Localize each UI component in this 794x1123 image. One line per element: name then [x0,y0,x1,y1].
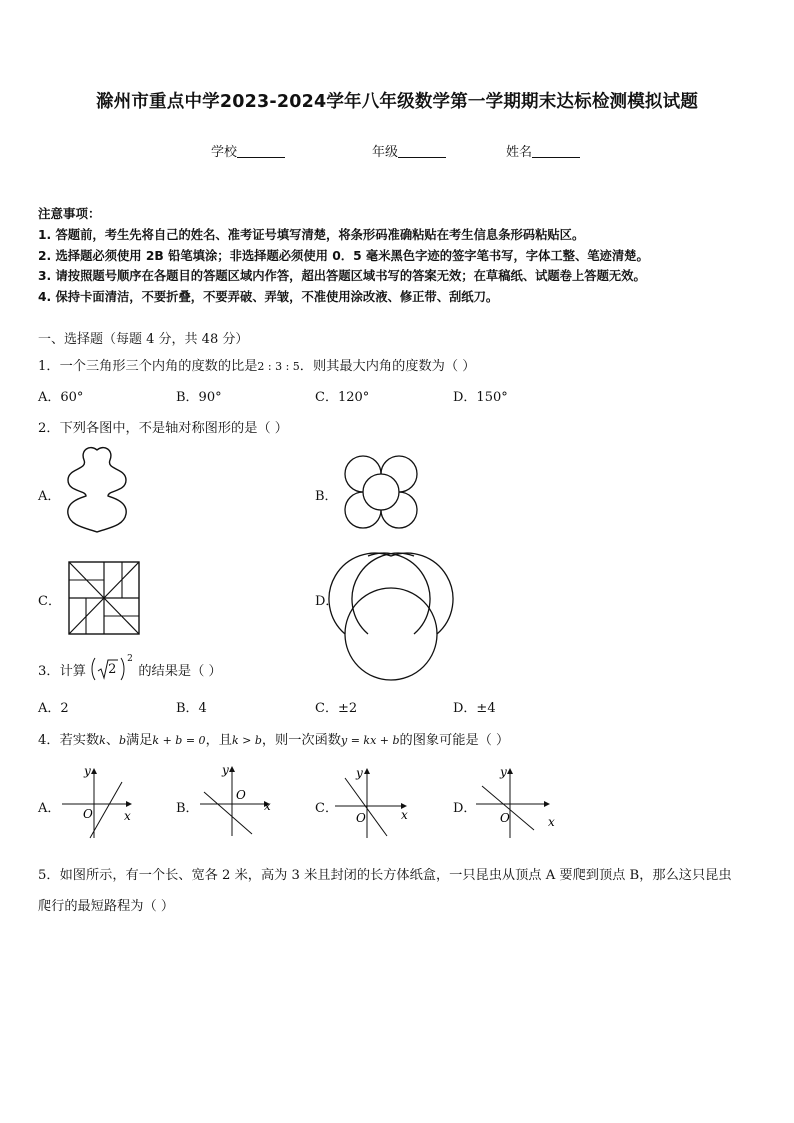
q1-prefix: 1．一个三角形三个内角的度数的比是 [38,359,258,374]
grade-field [372,141,446,160]
school-field [211,141,285,160]
q3-option-c: C．±2 [315,701,358,716]
q4-text: ，且 [205,733,232,748]
q2-label-d: D． [315,594,339,609]
q2-figure-d [343,554,439,640]
grade-label: 年级 [372,145,399,160]
q4-text: 满足 [126,733,153,748]
q1-option-d: D．150° [453,390,508,405]
school-label: 学校 [211,145,238,160]
q4-label-d: D． [453,801,477,816]
q2-label-b: B． [315,489,338,504]
q4-graph-c [333,764,413,840]
school-blank [237,144,285,158]
q4-graph-a [60,764,140,840]
note-item: 1. 答题前，考生先将自己的姓名、准考证号填写清楚，将条形码准确粘贴在考生信息条形码粘贴区。 [38,228,585,242]
q1-option-c: C．120° [315,390,370,405]
y-axis-label: y [356,766,363,780]
x-axis-label: x [264,799,271,813]
q3-suffix: 的结果是（ ） [138,664,222,679]
note-item: 2. 选择题必须使用 2B 铅笔填涂；非选择题必须使用 0．5 毫米黑色字迹的签字笔书写，字体工整、笔迹清楚。 [38,249,649,263]
q4-text: 4．若实数 [38,733,100,748]
y-axis-label: y [222,763,229,777]
question-1-stem [38,355,475,374]
x-axis-label: x [401,808,408,822]
grade-blank [398,144,446,158]
q4-text: ，则一次函数 [261,733,341,748]
q4-var-b: b [119,734,127,747]
x-axis-label: x [124,809,131,823]
note-item: 4. 保持卡面清洁，不要折叠，不要弄破、弄皱，不准使用涂改液、修正带、刮纸刀。 [38,290,499,304]
q2-figure-a [64,446,130,534]
q4-label-a: A． [38,801,61,816]
q3-option-a: A．2 [38,701,69,716]
q2-figure-c [68,561,140,635]
q2-figure-b [339,452,423,532]
question-5-stem-line-2: 爬行的最短路程为（ ） [38,899,175,914]
origin-label: O [83,807,93,821]
question-3-stem [38,654,222,679]
q4-sep: 、 [105,733,119,748]
q3-radicand: 2 [108,662,117,677]
name-blank [532,144,580,158]
q4-text: 的图象可能是（ ） [399,733,510,748]
q2-label-c: C． [38,594,61,609]
question-4-stem [38,729,509,748]
q4-function: y = kx + b [340,734,400,747]
name-label: 姓名 [506,145,533,160]
q3-exponent: 2 [127,654,133,664]
q4-label-b: B． [176,801,199,816]
q1-ratio: 2 : 3 : 5 [257,360,300,373]
notes-heading: 注意事项： [38,206,101,221]
q4-cond-2: k > b [231,734,262,747]
origin-label: O [236,788,246,802]
note-item: 3. 请按照题号顺序在各题目的答题区域内作答，超出答题区域书写的答案无效；在草稿纸、试题卷上答题无效。 [38,269,646,283]
x-axis-label: x [548,815,555,829]
y-axis-label: y [500,765,507,779]
q4-graph-d [474,764,558,840]
q4-graph-b [198,762,278,838]
q4-label-c: C． [315,801,338,816]
question-5-stem-line-1: 5．如图所示，有一个长、宽各 2 米，高为 3 米且封闭的长方体纸盒，一只昆虫从顶点 A 要爬到顶点 B，那么这只昆虫 [38,868,732,883]
question-2-stem: 2．下列各图中，不是轴对称图形的是（ ） [38,421,288,436]
q4-var-k: k [99,734,106,747]
q2-label-a: A． [38,489,61,504]
q3-option-d: D．±4 [453,701,496,716]
q4-cond-1: k + b = 0 [152,734,206,747]
origin-label: O [500,811,510,825]
y-axis-label: y [84,764,91,778]
page-title: 滁州市重点中学2023-2024学年八年级数学第一学期期末达标检测模拟试题 [95,92,699,112]
q3-option-b: B．4 [176,701,207,716]
name-field [506,141,580,160]
origin-label: O [356,811,366,825]
q1-suffix: ．则其最大内角的度数为（ ） [299,359,476,374]
q1-option-b: B．90° [176,390,222,405]
q3-expression [90,654,133,678]
section-heading: 一、选择题（每题 4 分，共 48 分） [38,332,249,347]
q3-prefix: 3．计算 [38,664,86,679]
q1-option-a: A．60° [38,390,84,405]
